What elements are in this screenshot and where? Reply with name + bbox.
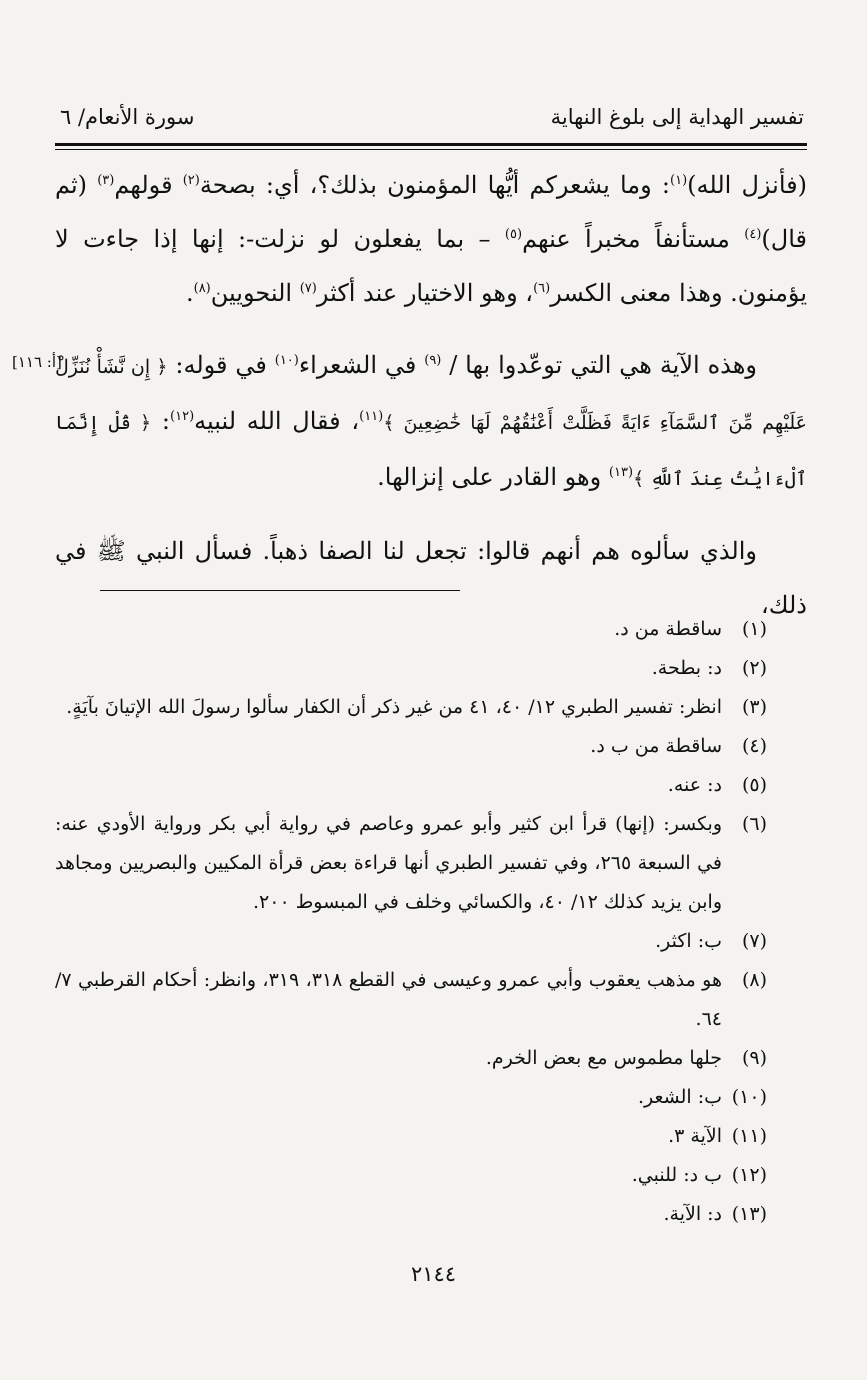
footnote-ref: (٦) [533,281,551,296]
paragraph-2 [55,338,807,506]
text-segment: : وما يشعركم أيُّها المؤمنون بذلك؟، أي: بصحة [199,171,670,199]
footnote-ref: (٢) [182,173,200,188]
surah-label: سورة الأنعام/ ٦ [60,105,195,129]
footnote-text: ب: اكثر. [655,930,722,952]
footnote-ref: (١) [670,173,688,188]
footnote-text: د: بطحة. [651,657,722,679]
footnote-number: (١٢) [731,1164,767,1186]
footnote-number: (٨) [741,969,767,991]
footnote-text: انظر: تفسير الطبري ١٢/ ٤٠، ٤١ من غير ذكر أن الكفار سألوا رسولَ الله الإتيانَ بآيَةٍ. [66,696,722,718]
footnote-ref: (٩) [424,353,442,368]
text-segment: ، وهو الاختيار عند أكثر [316,279,534,307]
footnote-item [55,805,767,922]
footnote-ref: (٧) [299,281,317,296]
main-text [55,158,807,632]
text-segment: قولهم [114,171,183,199]
footnote-ref: (٥) [504,227,523,242]
footnote-ref: (٨) [193,281,211,296]
header-rule [55,143,807,150]
text-segment: وهو القادر على إنزالها. [377,463,609,491]
footnote-text: ساقطة من ب د. [590,735,722,757]
footnote-item [55,1078,767,1117]
footnote-item [55,727,767,766]
footnote-item [55,1039,767,1078]
footnote-text: الآية ٣. [668,1125,722,1147]
page-number: ٢١٤٤ [410,1262,457,1286]
footnote-ref: (٤) [744,227,762,242]
footnote-item [55,610,767,649]
footnote-ref: (٣) [97,173,115,188]
footnote-number: (٦) [741,813,767,835]
paragraph-3: والذي سألوه هم أنهم قالوا: تجعل لنا الصفا ذهباً. فسأل النبي ﷺ في ذلك، [55,537,807,619]
footnote-text: ب د: للنبي. [631,1164,722,1186]
footnote-number: (١) [741,618,767,640]
text-segment: ، فقال الله لنبيه [194,407,360,435]
footnote-number: (٩) [741,1047,767,1069]
text-segment: في الشعراء [298,351,425,379]
text-segment: في قوله: [175,351,275,379]
text-segment: وهذه الآية هي التي توعّدوا بها / [441,351,757,379]
quran-verse: ﴿ إِن نَّشَأْ نُنَزِّلْ عَلَيْهِم مِّنَ ٱلسَّمَآءِ ءَايَةً فَظَلَّتْ أَعْنَٰقُهُمْ لَهَا خَٰضِعِينَ ﴾ [55,356,808,434]
footnote-text: د: عنه. [667,774,722,796]
footnote-item [55,649,767,688]
text-segment: النحويين [210,279,300,307]
footnote-ref: (١٢) [170,409,195,424]
footnote-item [55,688,767,727]
quran-verse: ﴿ قُلْ إِنَّمَا ٱلْءَايَٰتُ عِندَ ٱللَّهِ ﴾ [55,412,807,490]
manuscript-marginal-note: [أ: ١١٦] [12,353,62,371]
footnote-text: د: الآية. [663,1203,722,1225]
footnote-number: (١٠) [731,1086,767,1108]
text-segment: – بما يفعلون لو نزلت-: إنها إذا جاءت لا يؤمنون. وهذا معنى الكسر [55,225,807,307]
running-title: تفسير الهداية إلى بلوغ النهاية [550,105,804,129]
footnote-ref: (١١) [359,409,384,424]
footnote-text: وبكسر: (إنها) قرأ ابن كثير وأبو عمرو وعاصم في رواية أبي بكر ورواية الأودي عنه: في السبعة ٢٦٥، وفي تفسير الطبري أنها قراءة بعض قرأة المكيين والبصريين ومجاهد وابن يزيد كذلك ١٢/ ٤٠، والكسائي وخلف في المبسوط ٢٠٠. [55,813,722,913]
footnote-text: جلها مطموس مع بعض الخرم. [485,1047,722,1069]
text-segment: (فأنزل الله) [687,171,807,199]
text-segment: . [185,279,194,307]
footnote-text: هو مذهب يعقوب وأبي عمرو وعيسى في القطع ٣١٨، ٣١٩، وانظر: أحكام القرطبي ٧/ ٦٤. [55,969,722,1030]
footnote-number: (٢) [741,657,767,679]
footnote-item [55,1156,767,1195]
footnote-item [55,1195,767,1234]
footnote-item [55,766,767,805]
footnote-text: ساقطة من د. [614,618,722,640]
text-segment: (ثم قال) [55,171,808,253]
footnote-item [55,1117,767,1156]
text-segment: : [151,407,171,435]
footnote-ref: (١٣) [608,465,634,480]
paragraph-1 [55,158,807,320]
footnote-number: (٣) [741,696,767,718]
footnote-text: ب: الشعر. [637,1086,722,1108]
footnotes [55,610,767,1234]
footnote-item [55,922,767,961]
footnote-ref: (١٠) [274,353,299,368]
footnote-number: (٤) [741,735,767,757]
footnote-number: (١١) [731,1125,767,1147]
text-segment: مستأنفاً مخبراً عنهم [522,225,745,253]
footnote-number: (١٣) [731,1203,767,1225]
footnote-separator [100,590,460,591]
footnote-item [55,961,767,1039]
footnote-number: (٧) [741,930,767,952]
footnote-number: (٥) [741,774,767,796]
